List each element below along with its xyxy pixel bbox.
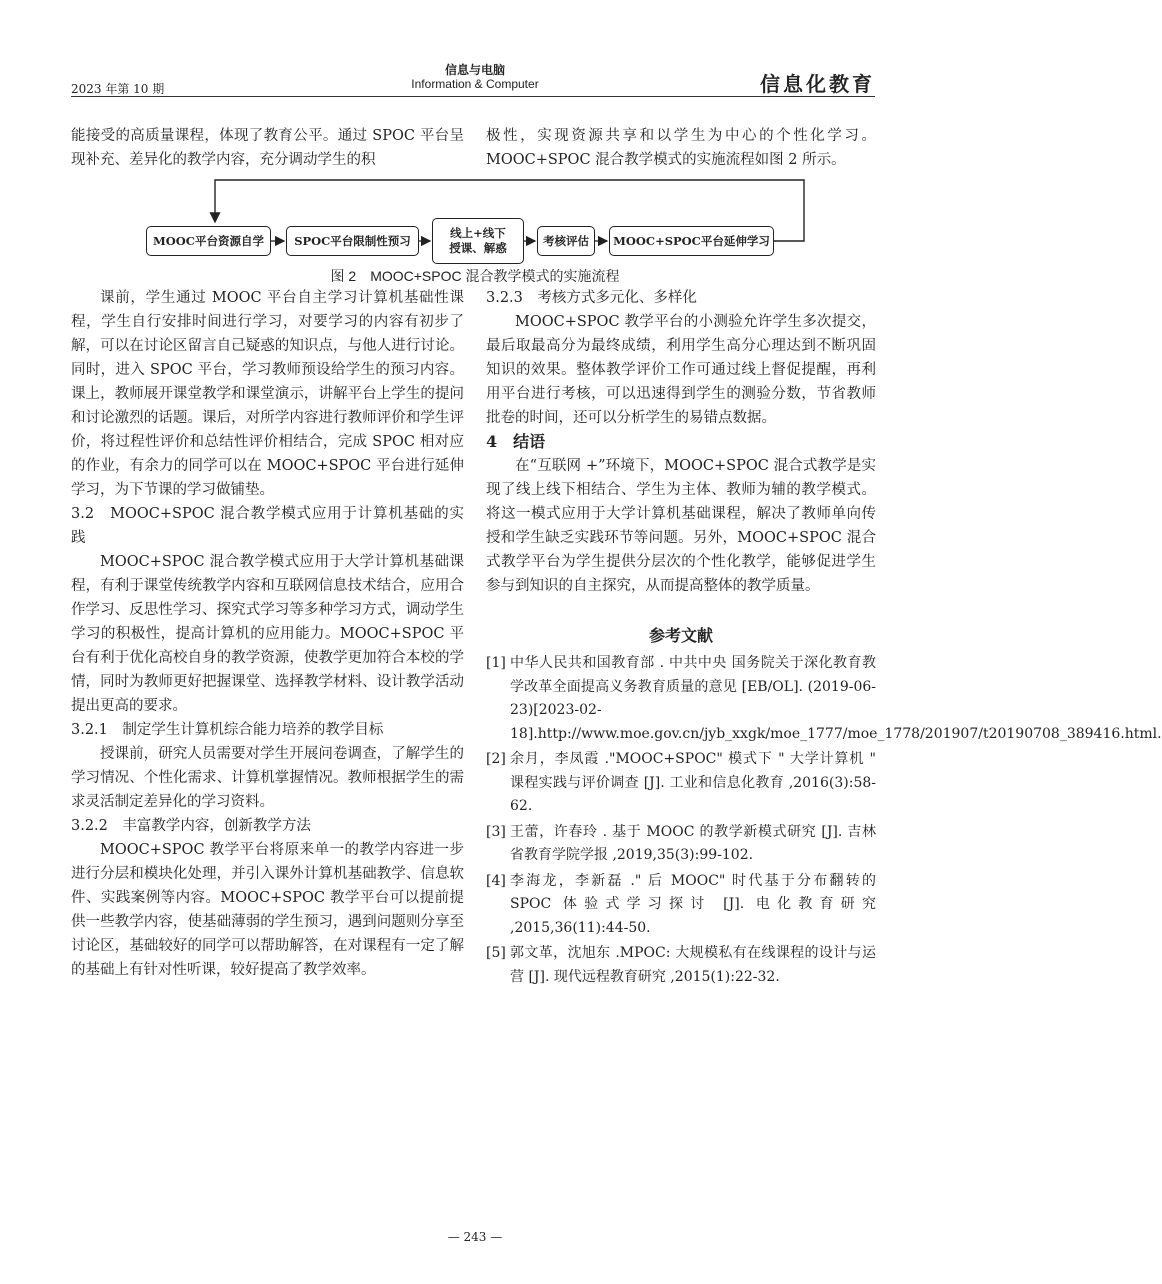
journal-title-en: Information & Computer (411, 77, 539, 91)
header-divider (71, 96, 875, 97)
paragraph: MOOC+SPOC 混合教学模式应用于大学计算机基础课程，有利于课堂传统教学内容和互联网信息技术结合，应用合作学习、反思性学习、探究式学习等多种学习方式，调动学生学习的积极性，提高计算机的应用能力。MOOC+SPOC 平台有利于优化高校自身的教学资源，使教学更加符合本校的学情，同时为教师更好把握课堂、选择教学材料、设计教学活动提出更高的要求。 (71, 554, 464, 714)
paragraph: 课前，学生通过 MOOC 平台自主学习计算机基础性课程，学生自行安排时间进行学习，对要学习的内容有初步了解，可以在讨论区留言自己疑惑的知识点，与他人进行讨论。同时，进入 SPOC 平台，学习教师预设给学生的预习内容。课上，教师展开课堂教学和课堂演示，讲解平台上学生的提问和讨论激烈的话题。课后，对所学内容进行教师评价和学生评价，将过程性评价和总结性评价相结合，完成 SPOC 相对应的作业，有余力的同学可以在 MOOC+SPOC 平台进行延伸学习，为下节课的学习做铺垫。 (71, 290, 464, 498)
reference-item (486, 942, 876, 989)
top-right-text (486, 124, 876, 172)
flow-box-line: 线上+线下 (450, 226, 506, 240)
reference-text: 王蕾，许春玲 . 基于 MOOC 的教学新模式研究 [J]. 吉林省教育学院学报 ,2019,35(3):99-102. (510, 823, 876, 863)
reference-number: [2] (486, 751, 506, 767)
reference-number: [5] (486, 945, 506, 961)
section-heading-3-2-1: 3.2.1 制定学生计算机综合能力培养的教学目标 (71, 722, 384, 738)
flow-box-line: 授课、解惑 (449, 241, 507, 255)
flow-box-mooc-self-study: MOOC平台资源自学 (146, 226, 271, 256)
reference-text: 中华人民共和国教育部 . 中共中央 国务院关于深化教育教学改革全面提高义务教育质量的意见 [EB/OL]. (2019-06-23)[2023-02-18].http://www.moe.gov.cn/jyb_xxgk/moe_1777/moe_1778/201907/t20190708_389416.html. (510, 655, 1162, 742)
paragraph: 授课前，研究人员需要对学生开展问卷调查，了解学生的学习情况、个性化需求、计算机掌握情况。教师根据学生的需求灵活制定差异化的学习资料。 (71, 746, 464, 810)
left-column (71, 286, 464, 982)
section-heading-3-2-2: 3.2.2 丰富教学内容，创新教学方法 (71, 818, 311, 834)
section-label: 信息化教育 (760, 72, 875, 96)
flow-diagram (140, 178, 810, 264)
right-column (486, 286, 1162, 991)
reference-text: 郭文革，沈旭东 .MPOC: 大规模私有在线课程的设计与运营 [J]. 现代远程教育研究 ,2015(1):22-32. (510, 945, 876, 985)
reference-item (486, 821, 876, 868)
figure-caption: 图 2 MOOC+SPOC 混合教学模式的实施流程 (330, 268, 620, 284)
flow-box-online-offline (432, 218, 524, 264)
references-title: 参考文献 (648, 626, 713, 645)
flow-box-assessment: 考核评估 (537, 226, 595, 256)
reference-item (486, 870, 876, 941)
reference-number: [1] (486, 655, 506, 671)
reference-number: [4] (486, 872, 506, 889)
paragraph: 在“互联网 +”环境下，MOOC+SPOC 混合式教学是实现了线上线下相结合、学生为主体、教师为辅的教学模式。将这一模式应用于大学计算机基础课程，解决了教师单向传授和学生缺乏实践环节等问题。另外，MOOC+SPOC 混合式教学平台为学生提供分层次的个性化教学，能够促进学生参与到知识的自主探究，从而提高整体的教学质量。 (486, 458, 876, 594)
paragraph: 极性，实现资源共享和以学生为中心的个性化学习。MOOC+SPOC 混合教学模式的实施流程如图 2 所示。 (486, 128, 876, 168)
paragraph: MOOC+SPOC 教学平台的小测验允许学生多次提交，最后取最高分为最终成绩，利用学生高分心理达到不断巩固知识的效果。整体教学评价工作可通过线上督促提醒，再利用平台进行考核，可以迅速得到学生的测验分数，节省教师批卷的时间，还可以分析学生的易错点数据。 (486, 314, 876, 426)
reference-item (486, 748, 876, 819)
journal-title-cn: 信息与电脑 (444, 63, 505, 77)
top-left-text (71, 124, 464, 172)
flow-box-spoc-preview: SPOC平台限制性预习 (286, 226, 419, 256)
flow-box-extended-learning: MOOC+SPOC平台延伸学习 (609, 226, 774, 256)
issue-label: 2023 年第 10 期 (71, 82, 165, 96)
paragraph: MOOC+SPOC 教学平台将原来单一的教学内容进一步进行分层和模块化处理，并引入课外计算机基础教学、信息软件、实践案例等内容。MOOC+SPOC 教学平台可以提前提供一些教学内容，使基础薄弱的学生预习，遇到问题则分享至讨论区，基础较好的同学可以帮助解答，在对课程有一定了解的基础上有针对性听课，较好提高了教学效率。 (71, 842, 464, 978)
section-heading-4: 4 结语 (486, 432, 546, 451)
section-heading-3-2: 3.2 MOOC+SPOC 混合教学模式应用于计算机基础的实践 (71, 506, 464, 546)
reference-text: 余月，李凤霞 ."MOOC+SPOC" 模式下 " 大学计算机 " 课程实践与评价调查 [J]. 工业和信息化教育 ,2016(3):58-62. (510, 751, 876, 814)
reference-text: 李海龙，李新磊 ." 后 MOOC" 时代基于分布翻转的 SPOC 体验式学习探讨 [J]. 电化教育研究 ,2015,36(11):44-50. (510, 872, 876, 936)
reference-number: [3] (486, 823, 506, 840)
page-number: — 243 — (447, 1230, 503, 1244)
reference-item (486, 652, 1162, 746)
paragraph: 能接受的高质量课程，体现了教育公平。通过 SPOC 平台呈现补充、差异化的教学内容，充分调动学生的积 (71, 128, 464, 168)
section-heading-3-2-3: 3.2.3 考核方式多元化、多样化 (486, 290, 697, 306)
